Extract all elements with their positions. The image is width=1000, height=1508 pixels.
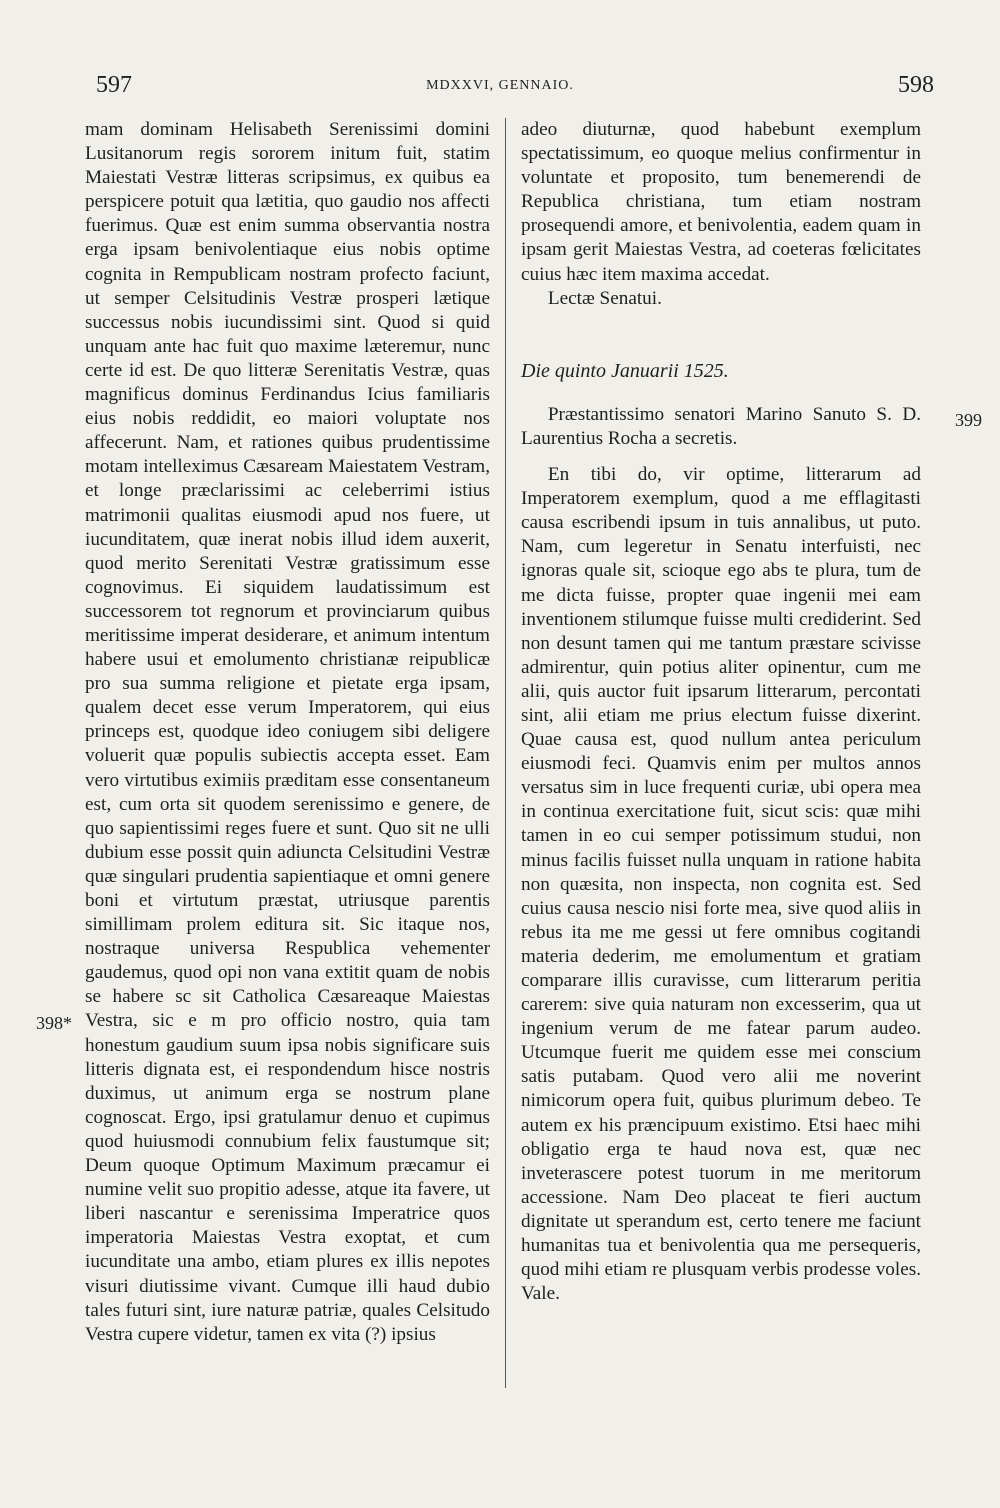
right-para-1: adeo diuturnæ, quod habebunt exemplum spectatissimum, eo quoque melius confirmentur in voluntate et proposito, tum benemerendi de Republica christiana, tum etiam nostram prosequendi amore, et benivolentia, eadem quam in ipsam gerit Maiestas Vestra, ad coeteras fœlicitates cuius hæc item maxima accedat. — [521, 119, 921, 285]
running-head: MDXXVI, GENNAIO. — [426, 78, 574, 93]
right-para-address: Præstantissimo senatori Marino Sanuto S. D. Laurentius Rocha a secretis. — [521, 403, 921, 449]
left-column — [85, 118, 490, 1347]
left-column-text: mam dominam Helisabeth Serenissimi domini Lusitanorum regis sororem initum fuit, statim Maiestati Vestræ litteras scripsimus, ex quibus ea perspicere potuit qua lætitia, quo gaudio nos affecti fuerimus. Quæ est enim summa observantia nostra erga ipsam benivolentiaque eius nobis optime cognita in Rempublicam nostram profecto faciunt, ut semper Celsitudinis Vestræ prosperi lætique successus nobis iucundissimi sint. Quod si quid unquam ante hac fuit quo maxime læteremur, nunc certe id est. De quo litteræ Serenitatis Vestræ, quas magnificus dominus Ferdinandus Icius familiaris eius nobis reddidit, eo maiori voluptate nos affecerunt. Nam, et rationes quibus prudentissime motam intelleximus Cæsaream Maiestatem Vestram, et longe præclarissimi ac celeberrimi istius matrimonii qualitas eiusmodi apud nos fuere, ut iucunditatem, quæ inerat nobis illud idem auxerit, quod merito Serenitati Vestræ gratissimum esse cognovimus. Ei siquidem laudatissimum est successorem tot regnorum et provinciarum quibus meritissime imperat desiderare, et animum intentum habere usui et emolumento christianæ reipublicæ pro sua summa religione et pietate erga ipsam, qualem decet esse verum Imperatorem, qui eius princeps est, quodque ideo coniugem sibi deligere voluerit quæ populis subiectis accepta esset. Eam vero virtutibus eximiis præditam esse consentaneum est, cum orta sit quodem serenissimo e genere, de quo sapientissimi reges fuere et sunt. Quo sit ne ulli dubium esse possit quin adiuncta Celsitudini Vestræ quæ singulari prudentia sapientiaque et omni genere boni et virtutum præstat, utriusque parentis simillimam prolem editura sit. Sic itaque nos, nostraque universa Respublica vehementer gaudemus, quod opi non vana extitit quam de nobis se habere sc sit Catholica Cæsareaque Maiestas Vestra, sic e m pro officio nostro, quia tam honestum gaudium suum ipsa nobis significare suis litteris dignata est, ei respondendum hisce nostris duximus, ut animum erga se nostrum plane cognoscat. Ergo, ipsi gratulamur denuo et cupimus quod huiusmodi connubium felix faustumque sit; Deum quoque Optimum Maximum præcamur ei numine velit suo propitio adesse, atque ita favere, ut liberi nascantur e serenissima Imperatrice quos imperatoria Maiestas Vestra exoptat, et cum iucunditate una ambo, etiam plures ex illis nepotes visuri diutissime vivant. Cumque illi haud dubio tales futuri sint, iure naturæ patriæ, quales Celsitudo Vestra cupere videtur, tamen ex vita (?) ipsius — [85, 119, 490, 1345]
right-para-letter: En tibi do, vir optime, litterarum ad Imperatorem exemplum, quod a me efflagitasti causa escribendi ipsum in tuis annalibus, ut puto. Nam, cum legeretur in Senatu interfuisti, nec ignoras quale sit, scioque ego abs te plura, tum de me dicta fuisse, propter quae ingenii mei eam inventionem stilumque fuisse multi crediderint. Sed non desunt tamen qui me tantum præstare scivisse admirentur, quin potius aliter opinentur, cum me alii, quis auctor fuit ipsarum litterarum, percontati sint, alii etiam me prius electum fuisse dixerint. Quae causa est, quod nullum antea periculum eiusmodi feci. Quamvis enim per multos annos versatus sim in luce frequenti curiæ, ubi opera mea in continua exercitatione fuit, sicut scis: quæ mihi tamen in eo cui semper potissimum studui, non minus facilis fuisset nulla unquam in ratione habita non quæsita, non inspecta, non cognita est. Sed cuius causa nescio nisi forte mea, sive quod aliis in rebus ita me me gessi ut fere omnibus cogitandi materia dederim, me emolumentum et gratiam comparare illis curavisse, cum litterarum peritia carerem: sive quia naturam non excesserim, qua ut ingenium verum de me fatear parum audeo. Utcumque fuerit me quidem esse mei conscium satis putabam. Quod vero alii me noverint nimicorum opera fuit, quibus plurimum debeo. Te autem ex his præncipuum existimo. Etsi haec mihi obligatio erga te haud nova est, quæ nec inveterascere potest tuorum in me meritorum accessione. Nam Deo placeat te fieri auctum dignitate ut sperandum est, certo tenere me faciunt humanitas tua et benivolentia qua me persequeris, quod mihi etiam re plusquam verbis prodesse voles. Vale. — [521, 464, 921, 1305]
right-column — [521, 118, 921, 1306]
page-header — [0, 72, 1000, 102]
right-para-lectae: Lectæ Senatui. — [547, 287, 662, 309]
page-number-right: 598 — [898, 72, 934, 98]
section-heading: Die quinto Januarii 1525. — [521, 359, 729, 382]
page-number-left: 597 — [96, 72, 132, 98]
column-divider — [505, 118, 506, 1388]
margin-note-left: 398* — [36, 1013, 72, 1033]
margin-note-right: 399 — [955, 410, 982, 430]
